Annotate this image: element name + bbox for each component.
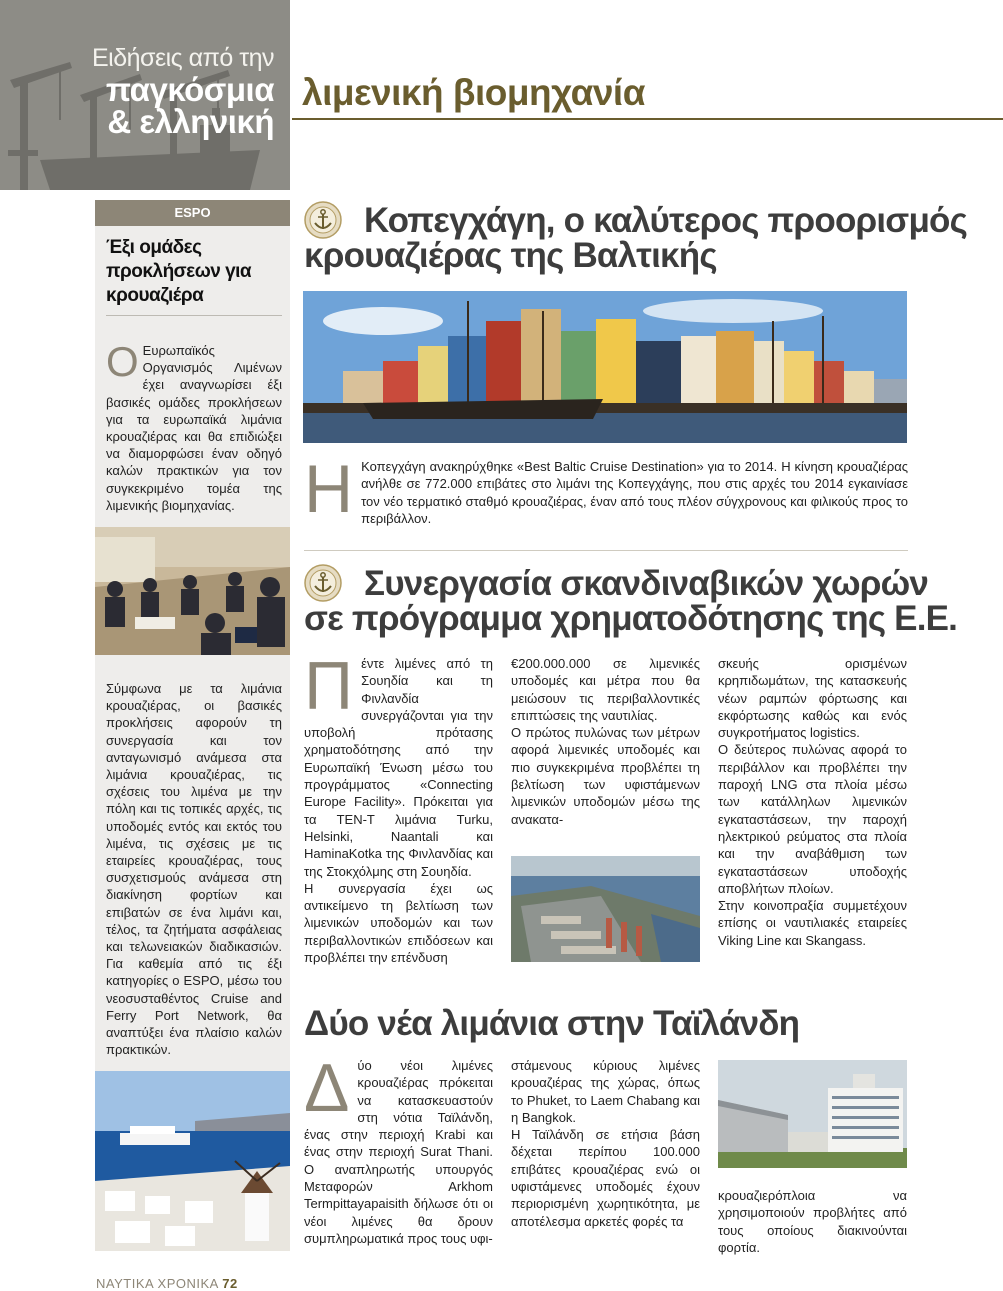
article2-col2b-text: Ο πρώτος πυλώνας των μέτρων αφορά λιμενικές υποδομές και πιο συγκεκριμένα προβλέπει τη βελτίωση των υφιστάμενων λιμενικών υποδομών μέσω της ανακατα- (511, 725, 700, 827)
section-header-block (0, 0, 290, 190)
article3-col3: κρουαζιερόπλοια να χρησιμοποιούν προβλήτες από τους οποίους διακινούνται φορτία. (718, 1188, 907, 1255)
sidebar-title: Έξι ομάδες προκλήσεων για κρουαζιέρα (106, 237, 252, 306)
article3-col2b-text: Η Ταϊλάνδη σε ετήσια βάση δέχεται περίπου 100.000 επιβάτες κρουαζιέρας ενώ οι υφιστάμενες υποδομές έχουν περιορισμένη χωρητικότητα, με αποτέλεσμα αρκετές φορές τα (511, 1127, 700, 1229)
article3-col1 (304, 1050, 493, 1247)
sidebar-paragraph-2: Σύμφωνα με τα λιμάνια κρουαζιέρας, οι βασικές προκλήσεις αφορούν τη συνεργασία και τον ανταγωνισμό ανάμεσα στα λιμάνια κρουαζιέρας, τις σχέσεις του λιμένα με την πόλη και τις τοπικές αρχές, τις υποδομές εντός και εκτός του λιμένα, τις σχέσεις με τις εταιρείες κρουαζιέρας, τους συσχετισμούς ανάμεσα στη διακίνηση φορτίων και επιβατών σε ένα λιμάνι και, τέλος, τα ζητήματα ασφάλειας και τελωνειακών διαδικασιών. Για καθεμία από τις έξι κατηγορίες ο ESPO, μέσω του νεοσυσταθέντος Cruise and Ferry Port Network, θα αναπτύξει ένα πλαίσιο καλών πρακτικών. (106, 681, 282, 1058)
article2-col3b-text: Ο δεύτερος πυλώνας αφορά το περιβάλλον και προβλέπει την παροχή LNG στα πλοία μέσω των κατάλληλων λιμενικών εγκαταστάσεων, την παροχή ηλεκτρικού ρεύματος στα πλοία και την αναβάθμιση των εγκαταστάσεων υποδοχής αποβλήτων πλοίων. (718, 742, 907, 896)
sidebar-tag: ESPO (95, 200, 290, 226)
section-title: λιμενική βιομηχανία (302, 72, 645, 113)
article2-col1-text: έντε λιμένες από τη Σουηδία και τη Φινλανδία συνεργάζονται για την υποβολή πρότασης χρηματοδότησης από την Ευρωπαϊκή Ένωση μέσω του προγράμματος «Connecting Europe Facility». Πρόκειται για τα ΤΕΝ-Τ λιμάνια Turku, Helsinki, Naantali και HaminaKotka της Φινλανδίας και της Στοκχόλμης στη Σουηδία. (304, 656, 493, 879)
article1-text: Κοπεγχάγη ανακηρύχθηκε «Best Baltic Cruise Destination» για το 2014. Η κίνηση κρουαζιέρας ανήλθε σε 772.000 επιβάτες στο λιμάνι της Κοπεγχάγης, που στις αρχές του 2014 εγκαινίασε τον νέο τερματικό σταθμό κρουαζιέρας, έναν από τους πλέον σύγχρονους και φιλικούς προς το περιβάλλον. (361, 459, 908, 526)
copenhagen-photo (303, 291, 907, 443)
article1-title-line2: κρουαζιέρας της Βαλτικής (304, 236, 717, 275)
article2-col1 (304, 648, 493, 966)
sidebar-para1-text: Ευρωπαϊκός Οργανισμός Λιμένων έχει αναγνωρίσει έξι βασικές ομάδες προκλήσεων για τα ευρωπαϊκά λιμάνια κρουαζιέρας και θα επιδιώξει να διαμορφώσει έναν οδηγό καλών πρακτικών για τον συγκεκριμένο τομέα της λιμενικής βιομηχανίας. (106, 343, 282, 513)
header-line-1: Ειδήσεις από την (91, 44, 274, 72)
article3-col1-text: ύο νέοι λιμένες κρουαζιέρας πρόκειται να κατασκευαστούν στη νότια Ταϊλάνδη, ένας στην περιοχή Krabi και ένας στην περιοχή Surat Thani. Ο αναπληρωτής υπουργός Μεταφορών Arkhom Termpittayapaisith δήλωσε ότι οι νέοι λιμένες θα δρουν συμπληρωματικά προς τους υφι- (304, 1058, 493, 1246)
article3-col2-text: στάμενους κύριους λιμένες κρουαζιέρας της χώρας, όπως το Phuket, το Laem Chabang και η Bangkok. (511, 1058, 700, 1125)
article2-col2 (511, 655, 700, 828)
section-rule (292, 118, 1003, 120)
sidebar-dropcap: Ο (106, 338, 139, 385)
article2-col3-text: σκευής ορισμένων κρηπιδωμάτων, της κατασκευής νέων ραμπών φόρτωσης και εκφόρτωσης καθώς και ενός συγκροτήματος logistics. (718, 656, 907, 741)
page-number: 72 (222, 1276, 238, 1291)
article2-title-line1: Συνεργασία σκανδιναβικών χωρών (364, 564, 929, 603)
article2-title-line2: σε πρόγραμμα χρηματοδότησης της Ε.Ε. (304, 599, 958, 638)
sidebar-divider (106, 315, 282, 316)
article-divider (304, 550, 908, 551)
magazine-name: ΝΑΥΤΙΚΑ ΧΡΟΝΙΚΑ (96, 1276, 219, 1291)
mykonos-photo (95, 1071, 290, 1251)
article3-title: Δύο νέα λιμάνια στην Ταϊλάνδη (304, 1004, 800, 1043)
article2-col1b-text: Η συνεργασία έχει ως αντικείμενο τη βελτίωση των λιμενικών υποδομών και των περιβαλλοντικών επιδόσεων και προβλέπει την επένδυση (304, 880, 493, 966)
article2-dropcap: Π (304, 648, 354, 724)
meeting-photo (95, 527, 290, 655)
anchor-icon (304, 564, 342, 602)
article3-dropcap: Δ (304, 1050, 350, 1126)
article2-col3 (718, 655, 907, 949)
page-footer (96, 1276, 238, 1291)
cruise-terminal-photo (718, 1060, 907, 1168)
sidebar-paragraph-1 (106, 338, 282, 514)
header-line-2: παγκόσμια (105, 71, 274, 108)
anchor-icon (304, 201, 342, 239)
aerial-port-photo (511, 856, 700, 962)
article1-body (304, 451, 908, 527)
article1-dropcap: Η (304, 451, 354, 527)
article1-title-line1: Κοπεγχάγη, ο καλύτερος προορισμός (364, 201, 968, 240)
article2-col2-text: €200.000.000 σε λιμενικές υποδομές και μέτρα που θα μειώσουν τις περιβαλλοντικές επιπτώσεις της ναυτιλίας. (511, 656, 700, 723)
article2-col3c-text: Στην κοινοπραξία συμμετέχουν επίσης οι ναυτιλιακές εταιρείες Viking Line και Skangass. (718, 898, 907, 948)
header-line-3: & ελληνική (107, 103, 274, 140)
article3-col2 (511, 1057, 700, 1230)
